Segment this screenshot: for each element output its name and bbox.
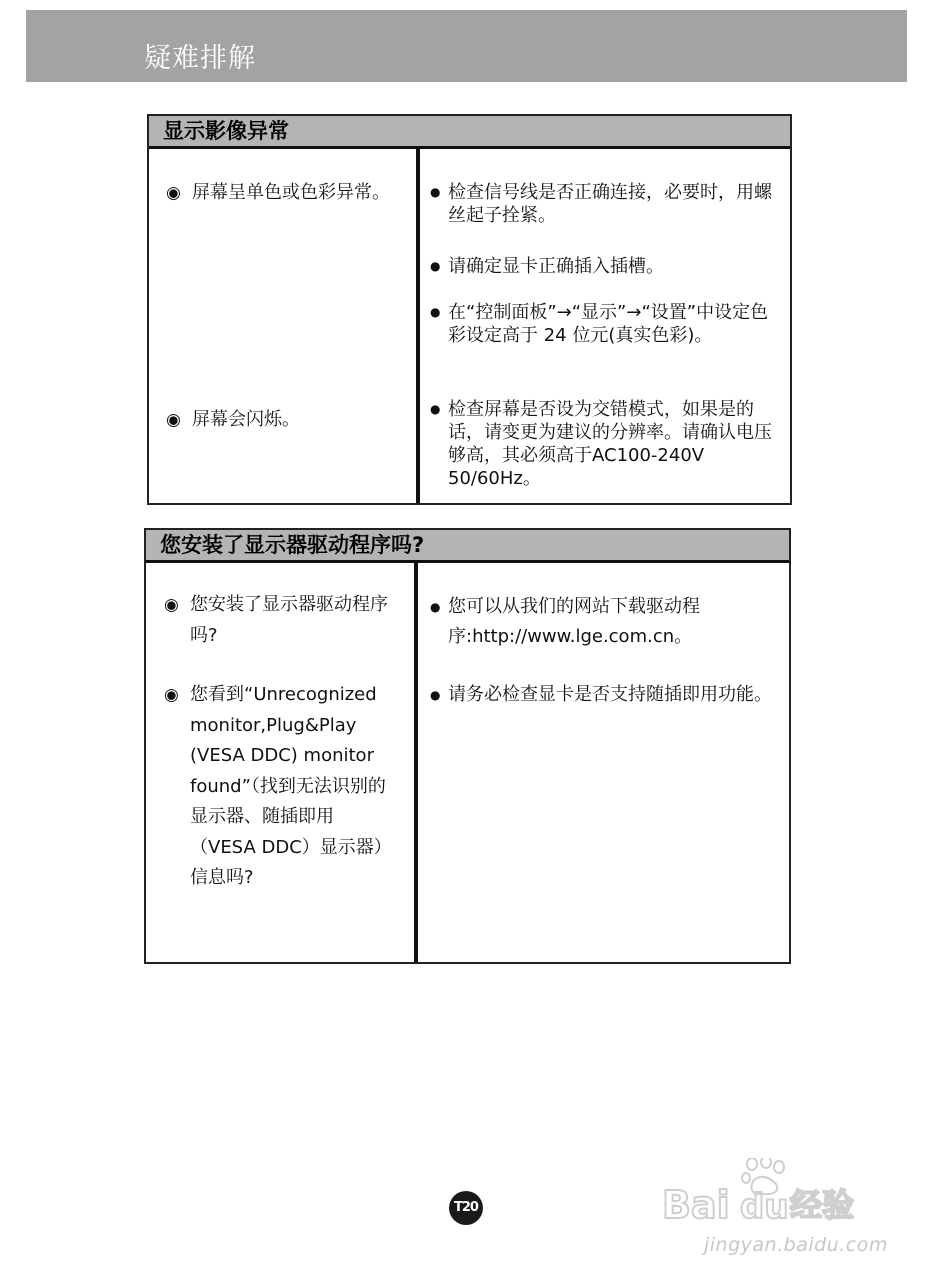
baidu-watermark: [662, 1130, 887, 1270]
section-title: 您安装了显示器驱动程序吗?: [146, 530, 789, 563]
bullet-icon: ●: [430, 185, 441, 199]
page-title: 疑难排解: [144, 43, 256, 74]
bullet-icon: ●: [430, 688, 441, 702]
bullet-icon: ●: [430, 305, 441, 319]
issue-solution: ● 检查信号线是否正确连接，必要时，用螺丝起子拴紧。: [430, 182, 772, 226]
watermark-url: jingyan.baidu.com: [704, 1234, 888, 1256]
svg-text:du: du: [740, 1187, 789, 1227]
bullet-icon: ●: [430, 402, 441, 416]
issue-solution: ● 您可以从我们的网站下载驱动程序:http://www.lge.com.cn。: [430, 592, 775, 652]
section-title: 显示影像异常: [149, 116, 790, 149]
issue-question: ◉ 屏幕会闪烁。: [166, 407, 416, 433]
header-bar: [26, 10, 907, 82]
circled-dot-icon: ◉: [166, 410, 181, 430]
issue-solution: ● 请确定显卡正确插入插槽。: [430, 256, 664, 277]
circled-dot-icon: ◉: [164, 595, 179, 615]
issue-question: ◉ 您安装了显示器驱动程序吗?: [164, 590, 394, 651]
circled-dot-icon: ◉: [164, 685, 179, 705]
svg-text:Bai: Bai: [662, 1183, 730, 1227]
baidu-paw-logo: [662, 1158, 887, 1228]
column-divider: [416, 149, 420, 503]
bullet-icon: ●: [430, 600, 441, 614]
column-divider: [414, 563, 418, 962]
page-number: T20: [449, 1191, 483, 1225]
svg-text:经验: 经验: [790, 1186, 855, 1224]
issue-solution: ● 请务必检查显卡是否支持随插即用功能。: [430, 680, 775, 710]
issue-solution: ● 在“控制面板”→“显示”→“设置”中设定色彩设定高于 24 位元(真实色彩)。: [430, 302, 769, 346]
section-driver-installed: [144, 528, 791, 964]
issue-question: ◉ 屏幕呈单色或色彩异常。: [166, 180, 416, 206]
issue-question: ◉ 您看到“Unrecognized monitor,Plug&Play (VESA DDC) monitor found”（找到无法识别的显示器、随插即用（VESA DDC）显示器）信息吗?: [164, 680, 394, 894]
section-display-abnormal: [147, 114, 792, 505]
bullet-icon: ●: [430, 259, 441, 273]
issue-solution: ● 检查屏幕是否设为交错模式，如果是的话，请变更为建议的分辨率。请确认电压够高，其必须高于AC100-240V 50/60Hz。: [430, 399, 772, 489]
circled-dot-icon: ◉: [166, 183, 181, 203]
